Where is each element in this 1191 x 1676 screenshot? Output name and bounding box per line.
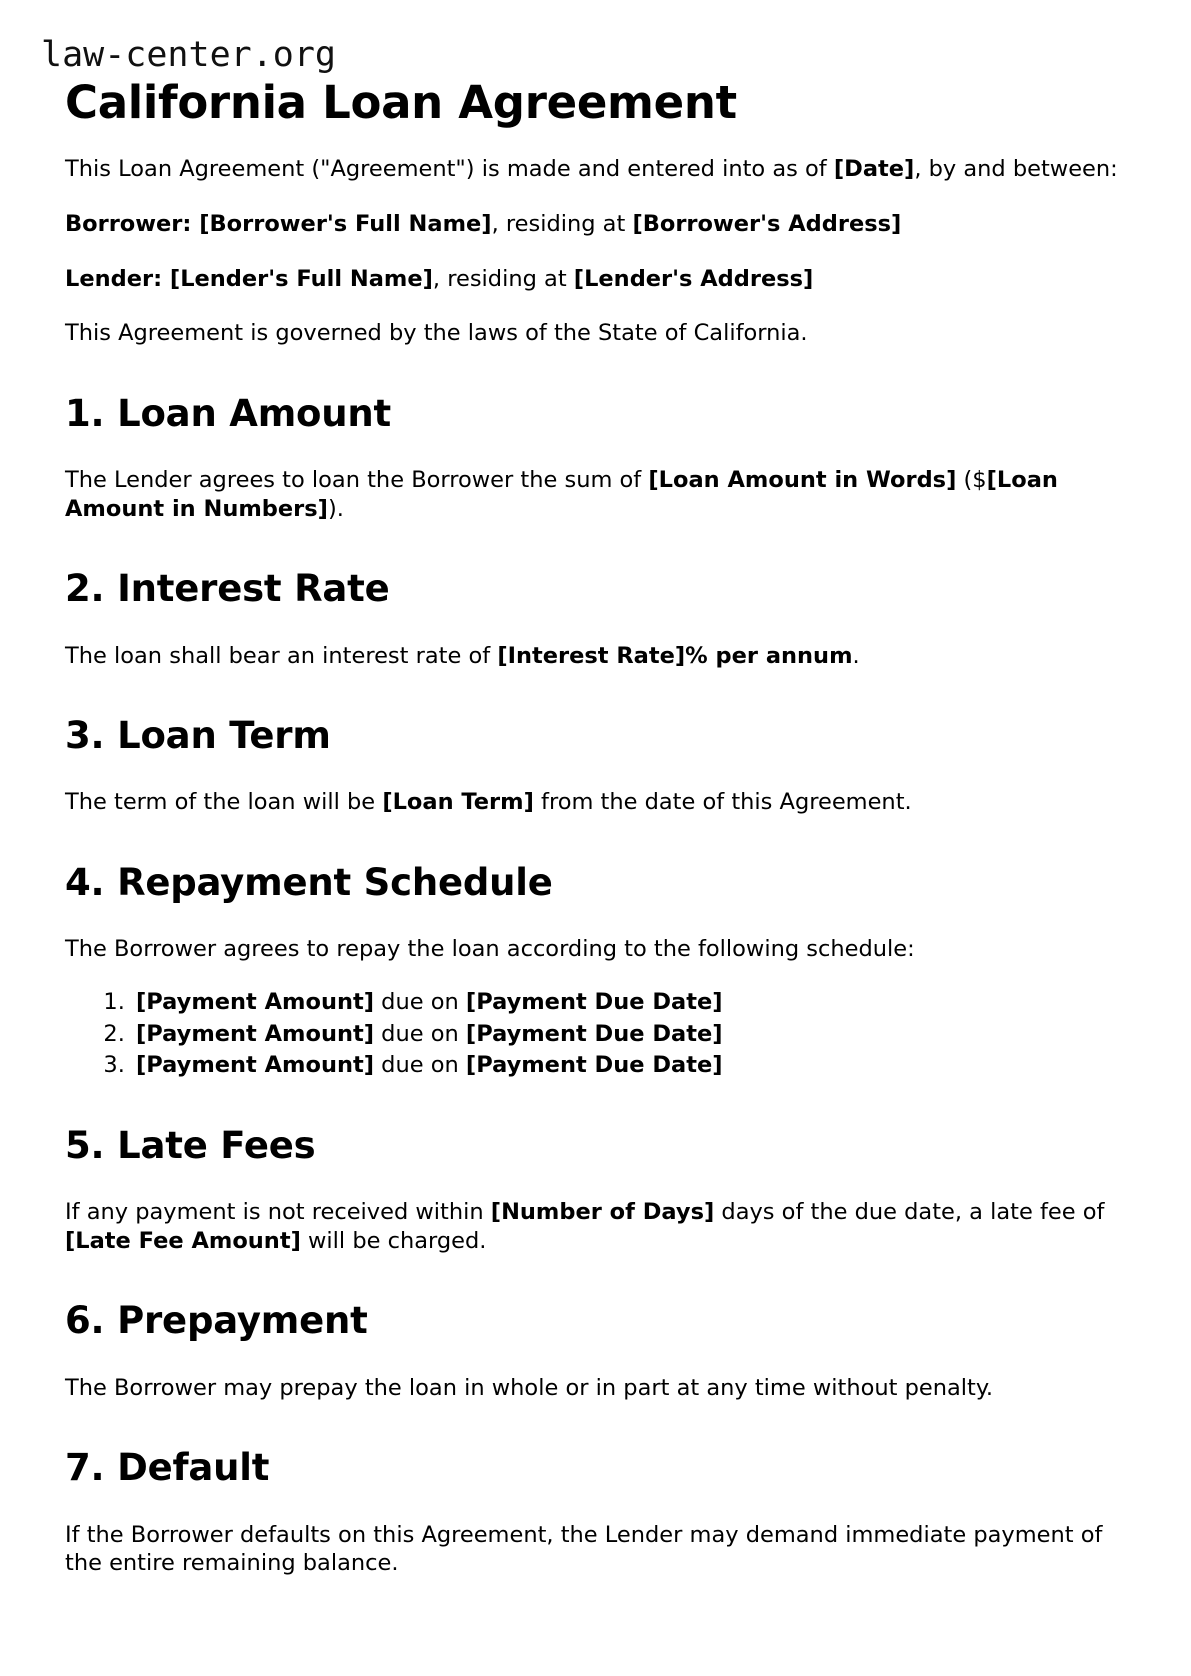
interest-rate-placeholder: [Interest Rate]% per annum bbox=[497, 642, 853, 669]
section-heading-loan-term: 3. Loan Term bbox=[65, 714, 331, 758]
governing-law-paragraph: This Agreement is governed by the laws of the State of California. bbox=[65, 320, 808, 347]
section-body-repayment-schedule: The Borrower agrees to repay the loan according to the following schedule: bbox=[65, 936, 915, 963]
intro-text-pre: This Loan Agreement ("Agreement") is made and entered into as of bbox=[65, 156, 834, 183]
section-body-loan-term bbox=[65, 788, 1125, 817]
intro-text-post: , by and between: bbox=[914, 156, 1118, 183]
section-body-late-fees bbox=[65, 1198, 1125, 1255]
late-fees-text-pre: If any payment is not received within bbox=[65, 1199, 491, 1226]
loan-amount-text-post: ). bbox=[327, 495, 344, 522]
borrower-residing-text: , residing at bbox=[491, 210, 633, 237]
site-logo: law-center.org bbox=[41, 35, 337, 75]
lender-residing-text: , residing at bbox=[432, 265, 574, 292]
number-of-days-placeholder: [Number of Days] bbox=[490, 1199, 715, 1226]
section-body-loan-amount bbox=[65, 466, 1125, 523]
interest-rate-text-post: . bbox=[852, 642, 860, 669]
loan-amount-numbers-placeholder: [Loan Amount in Numbers] bbox=[65, 467, 1058, 522]
borrower-paragraph bbox=[65, 210, 1125, 239]
payment-due-date-placeholder: [Payment Due Date] bbox=[465, 1052, 723, 1079]
lender-address-placeholder: [Lender's Address] bbox=[573, 265, 814, 292]
lender-paragraph bbox=[65, 265, 1125, 294]
loan-term-text-pre: The term of the loan will be bbox=[65, 789, 383, 816]
list-item bbox=[132, 1020, 1125, 1049]
page-title: California Loan Agreement bbox=[65, 76, 737, 130]
payment-amount-placeholder: [Payment Amount] bbox=[136, 989, 375, 1015]
section-heading-loan-amount: 1. Loan Amount bbox=[65, 391, 392, 435]
borrower-address-placeholder: [Borrower's Address] bbox=[632, 210, 902, 237]
late-fee-amount-placeholder: [Late Fee Amount] bbox=[65, 1227, 301, 1254]
borrower-name-placeholder: Borrower: [Borrower's Full Name] bbox=[65, 210, 492, 237]
section-body-interest-rate bbox=[65, 642, 1125, 671]
section-heading-prepayment: 6. Prepayment bbox=[65, 1299, 368, 1343]
payment-amount-placeholder: [Payment Amount] bbox=[136, 1020, 375, 1047]
section-body-default: If the Borrower defaults on this Agreement, the Lender may demand immediate payment of the entire remaining balance. bbox=[65, 1521, 1103, 1577]
payment-due-text: due on bbox=[374, 1052, 466, 1079]
date-placeholder: [Date] bbox=[833, 156, 915, 183]
late-fees-text-post: will be charged. bbox=[300, 1227, 487, 1254]
section-heading-late-fees: 5. Late Fees bbox=[65, 1123, 316, 1167]
payment-amount-placeholder: [Payment Amount] bbox=[136, 1052, 375, 1079]
payment-due-date-placeholder: [Payment Due Date] bbox=[465, 1020, 723, 1047]
payment-due-date-placeholder: [Payment Due Date] bbox=[465, 989, 723, 1015]
payment-due-text: due on bbox=[374, 1020, 466, 1047]
intro-paragraph bbox=[65, 155, 1125, 184]
list-item bbox=[132, 1051, 1125, 1080]
section-body-prepayment: The Borrower may prepay the loan in whole or in part at any time without penalty. bbox=[65, 1374, 994, 1401]
section-heading-repayment-schedule: 4. Repayment Schedule bbox=[65, 861, 553, 905]
section-heading-interest-rate: 2. Interest Rate bbox=[65, 567, 390, 611]
loan-amount-text-pre: The Lender agrees to loan the Borrower the sum of bbox=[65, 467, 649, 494]
loan-amount-words-placeholder: [Loan Amount in Words] bbox=[648, 467, 957, 494]
interest-rate-text-pre: The loan shall bear an interest rate of bbox=[65, 642, 498, 669]
page-bottom-spacer bbox=[65, 1578, 1125, 1636]
loan-term-text-post: from the date of this Agreement. bbox=[533, 789, 912, 816]
list-item bbox=[132, 988, 1125, 1017]
section-heading-default: 7. Default bbox=[65, 1446, 270, 1490]
loan-term-placeholder: [Loan Term] bbox=[382, 789, 534, 816]
lender-name-placeholder: Lender: [Lender's Full Name] bbox=[65, 265, 433, 292]
repayment-schedule-list bbox=[65, 988, 1125, 1080]
payment-due-text: due on bbox=[374, 989, 466, 1015]
loan-amount-text-mid: ($ bbox=[956, 467, 987, 494]
late-fees-text-mid: days of the due date, a late fee of bbox=[714, 1199, 1105, 1226]
